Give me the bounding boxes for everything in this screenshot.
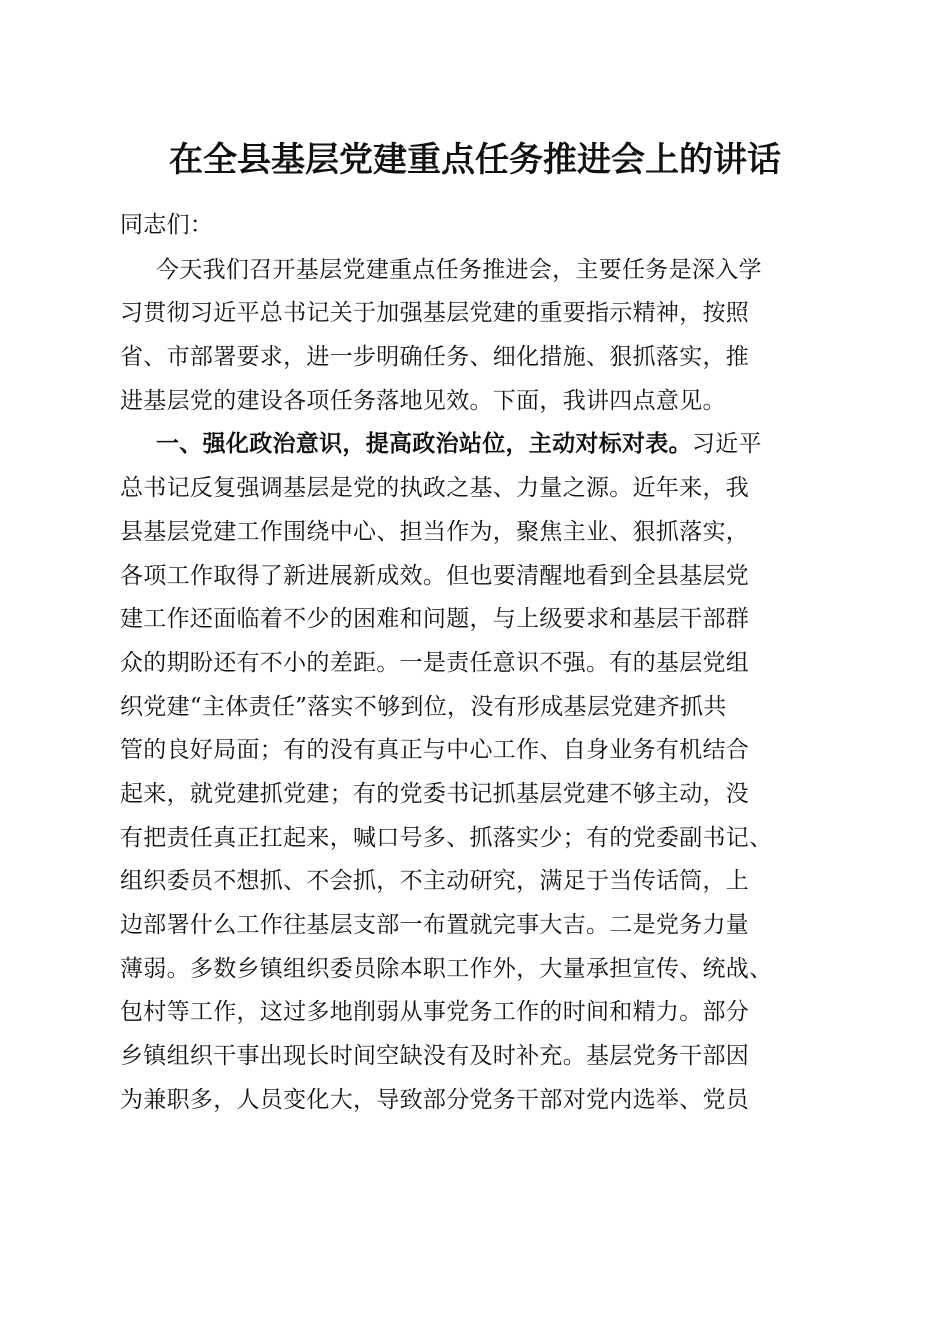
text-line [120, 466, 835, 510]
line-text: 边部署什么工作往基层支部一布置就完事大吉。二是党务力量 [120, 912, 750, 938]
salutation: 同志们： [120, 212, 214, 238]
text-line [120, 772, 835, 816]
text-line [120, 335, 835, 379]
document-body [120, 204, 835, 1121]
line-text: 各项工作取得了新进展新成效。但也要清醒地看到全县基层党 [120, 562, 750, 589]
line-text: 省、市部署要求，进一步明确任务、细化措施、狠抓落实，推 [120, 344, 750, 371]
text-line [120, 422, 835, 466]
text-line [120, 641, 835, 685]
line-text: 总书记反复强调基层是党的执政之基、力量之源。近年来，我 [120, 475, 750, 502]
text-line [120, 597, 835, 641]
text-line [120, 291, 835, 335]
text-line [120, 685, 835, 729]
line-text: 有把责任真正扛起来，喊口号多、抓落实少；有的党委副书记、 [120, 824, 773, 851]
text-line [120, 379, 835, 423]
text-line [120, 728, 835, 772]
text-line [120, 990, 835, 1034]
line-text: 县基层党建工作围绕中心、担当作为，聚焦主业、狠抓落实， [120, 518, 750, 545]
text-line [120, 1078, 835, 1122]
line-text: 今天我们召开基层党建重点任务推进会，主要任务是深入学 [156, 256, 762, 283]
line-text: 织党建“主体责任”落实不够到位，没有形成基层党建齐抓共 [120, 693, 727, 720]
line-text: 众的期盼还有不小的差距。一是责任意识不强。有的基层党组 [120, 649, 750, 676]
text-line [120, 1034, 835, 1078]
line-text: 管的良好局面；有的没有真正与中心工作、自身业务有机结合 [120, 737, 750, 764]
text-line [120, 947, 835, 991]
line-text: 起来，就党建抓党建；有的党委书记抓基层党建不够主动，没 [120, 780, 750, 807]
text-line [120, 554, 835, 598]
text-line [120, 859, 835, 903]
line-text: 组织委员不想抓、不会抓，不主动研究，满足于当传话筒，上 [120, 868, 750, 895]
line-text: 习近平 [691, 431, 762, 458]
line-text: 建工作还面临着不少的困难和问题，与上级要求和基层干部群 [120, 606, 750, 633]
line-text: 为兼职多，人员变化大，导致部分党务干部对党内选举、党员 [120, 1086, 750, 1113]
line-text: 习贯彻习近平总书记关于加强基层党建的重要指示精神，按照 [120, 300, 750, 327]
line-text: 包村等工作，这过多地削弱从事党务工作的时间和精力。部分 [120, 999, 750, 1026]
section-heading-1: 一、强化政治意识，提高政治站位，主动对标对表。 [156, 430, 692, 458]
text-line [120, 903, 835, 947]
text-line [120, 248, 835, 292]
text-line [120, 510, 835, 554]
text-line [120, 816, 835, 860]
line-text: 薄弱。多数乡镇组织委员除本职工作外，大量承担宣传、统战、 [120, 955, 773, 982]
document-title: 在全县基层党建重点任务推进会上的讲话 [169, 140, 781, 180]
line-text: 乡镇组织干事出现长时间空缺没有及时补充。基层党务干部因 [120, 1043, 750, 1070]
line-text: 进基层党的建设各项任务落地见效。下面，我讲四点意见。 [120, 387, 726, 414]
